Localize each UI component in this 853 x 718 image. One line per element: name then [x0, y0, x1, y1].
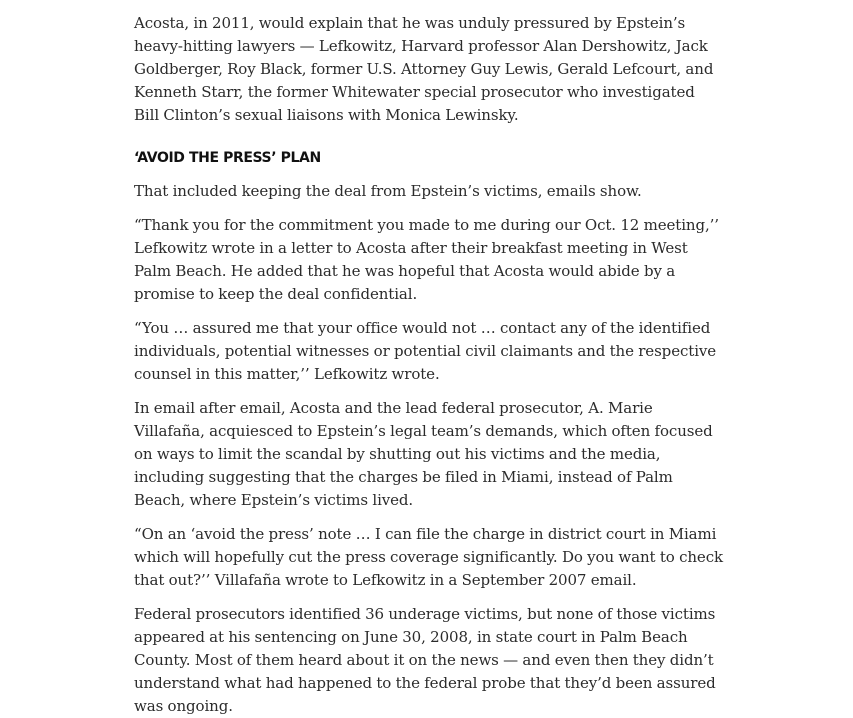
- article-paragraph: Acosta, in 2011, would explain that he was unduly pressured by Epstein’s heavy-hitting lawyers — Lefkowitz, Harvard professor Alan Dershowitz, Jack Goldberger, Roy Black, former U.S. Attorney Guy Lewis, Gerald Lefcourt, and Kenneth Starr, the former Whitewater special prosecutor who investigated Bill Clinton’s sexual liaisons with Monica Lewinsky.: [134, 14, 714, 124]
- article-body: [134, 0, 724, 718]
- article-paragraph: “You … assured me that your office would not … contact any of the identified individuals, potential witnesses or potential civil claimants and the respective counsel in this matter,’’ Lefkowitz wrote.: [134, 319, 717, 383]
- section-heading: ‘AVOID THE PRESS’ PLAN: [134, 150, 321, 166]
- article-paragraph: “Thank you for the commitment you made to me during our Oct. 12 meeting,’’ Lefkowitz wrote in a letter to Acosta after their breakfast meeting in West Palm Beach. He added that he was hopeful that Acosta would abide by a promise to keep the deal confidential.: [134, 216, 719, 303]
- article-paragraph: Federal prosecutors identified 36 underage victims, but none of those victims appeared at his sentencing on June 30, 2008, in state court in Palm Beach County. Most of them heard about it on the news — and even then they didn’t understand what had happened to the federal probe that they’d been assured was ongoing.: [134, 605, 716, 715]
- article-paragraph: That included keeping the deal from Epstein’s victims, emails show.: [134, 182, 642, 200]
- article-paragraph: In email after email, Acosta and the lead federal prosecutor, A. Marie Villafaña, acquiesced to Epstein’s legal team’s demands, which often focused on ways to limit the scandal by shutting out his victims and the media, including suggesting that the charges be filed in Miami, instead of Palm Beach, where Epstein’s victims lived.: [134, 399, 713, 509]
- article-paragraph: “On an ‘avoid the press’ note … I can file the charge in district court in Miami which will hopefully cut the press coverage significantly. Do you want to check that out?’’ Villafaña wrote to Lefkowitz in a September 2007 email.: [134, 525, 723, 589]
